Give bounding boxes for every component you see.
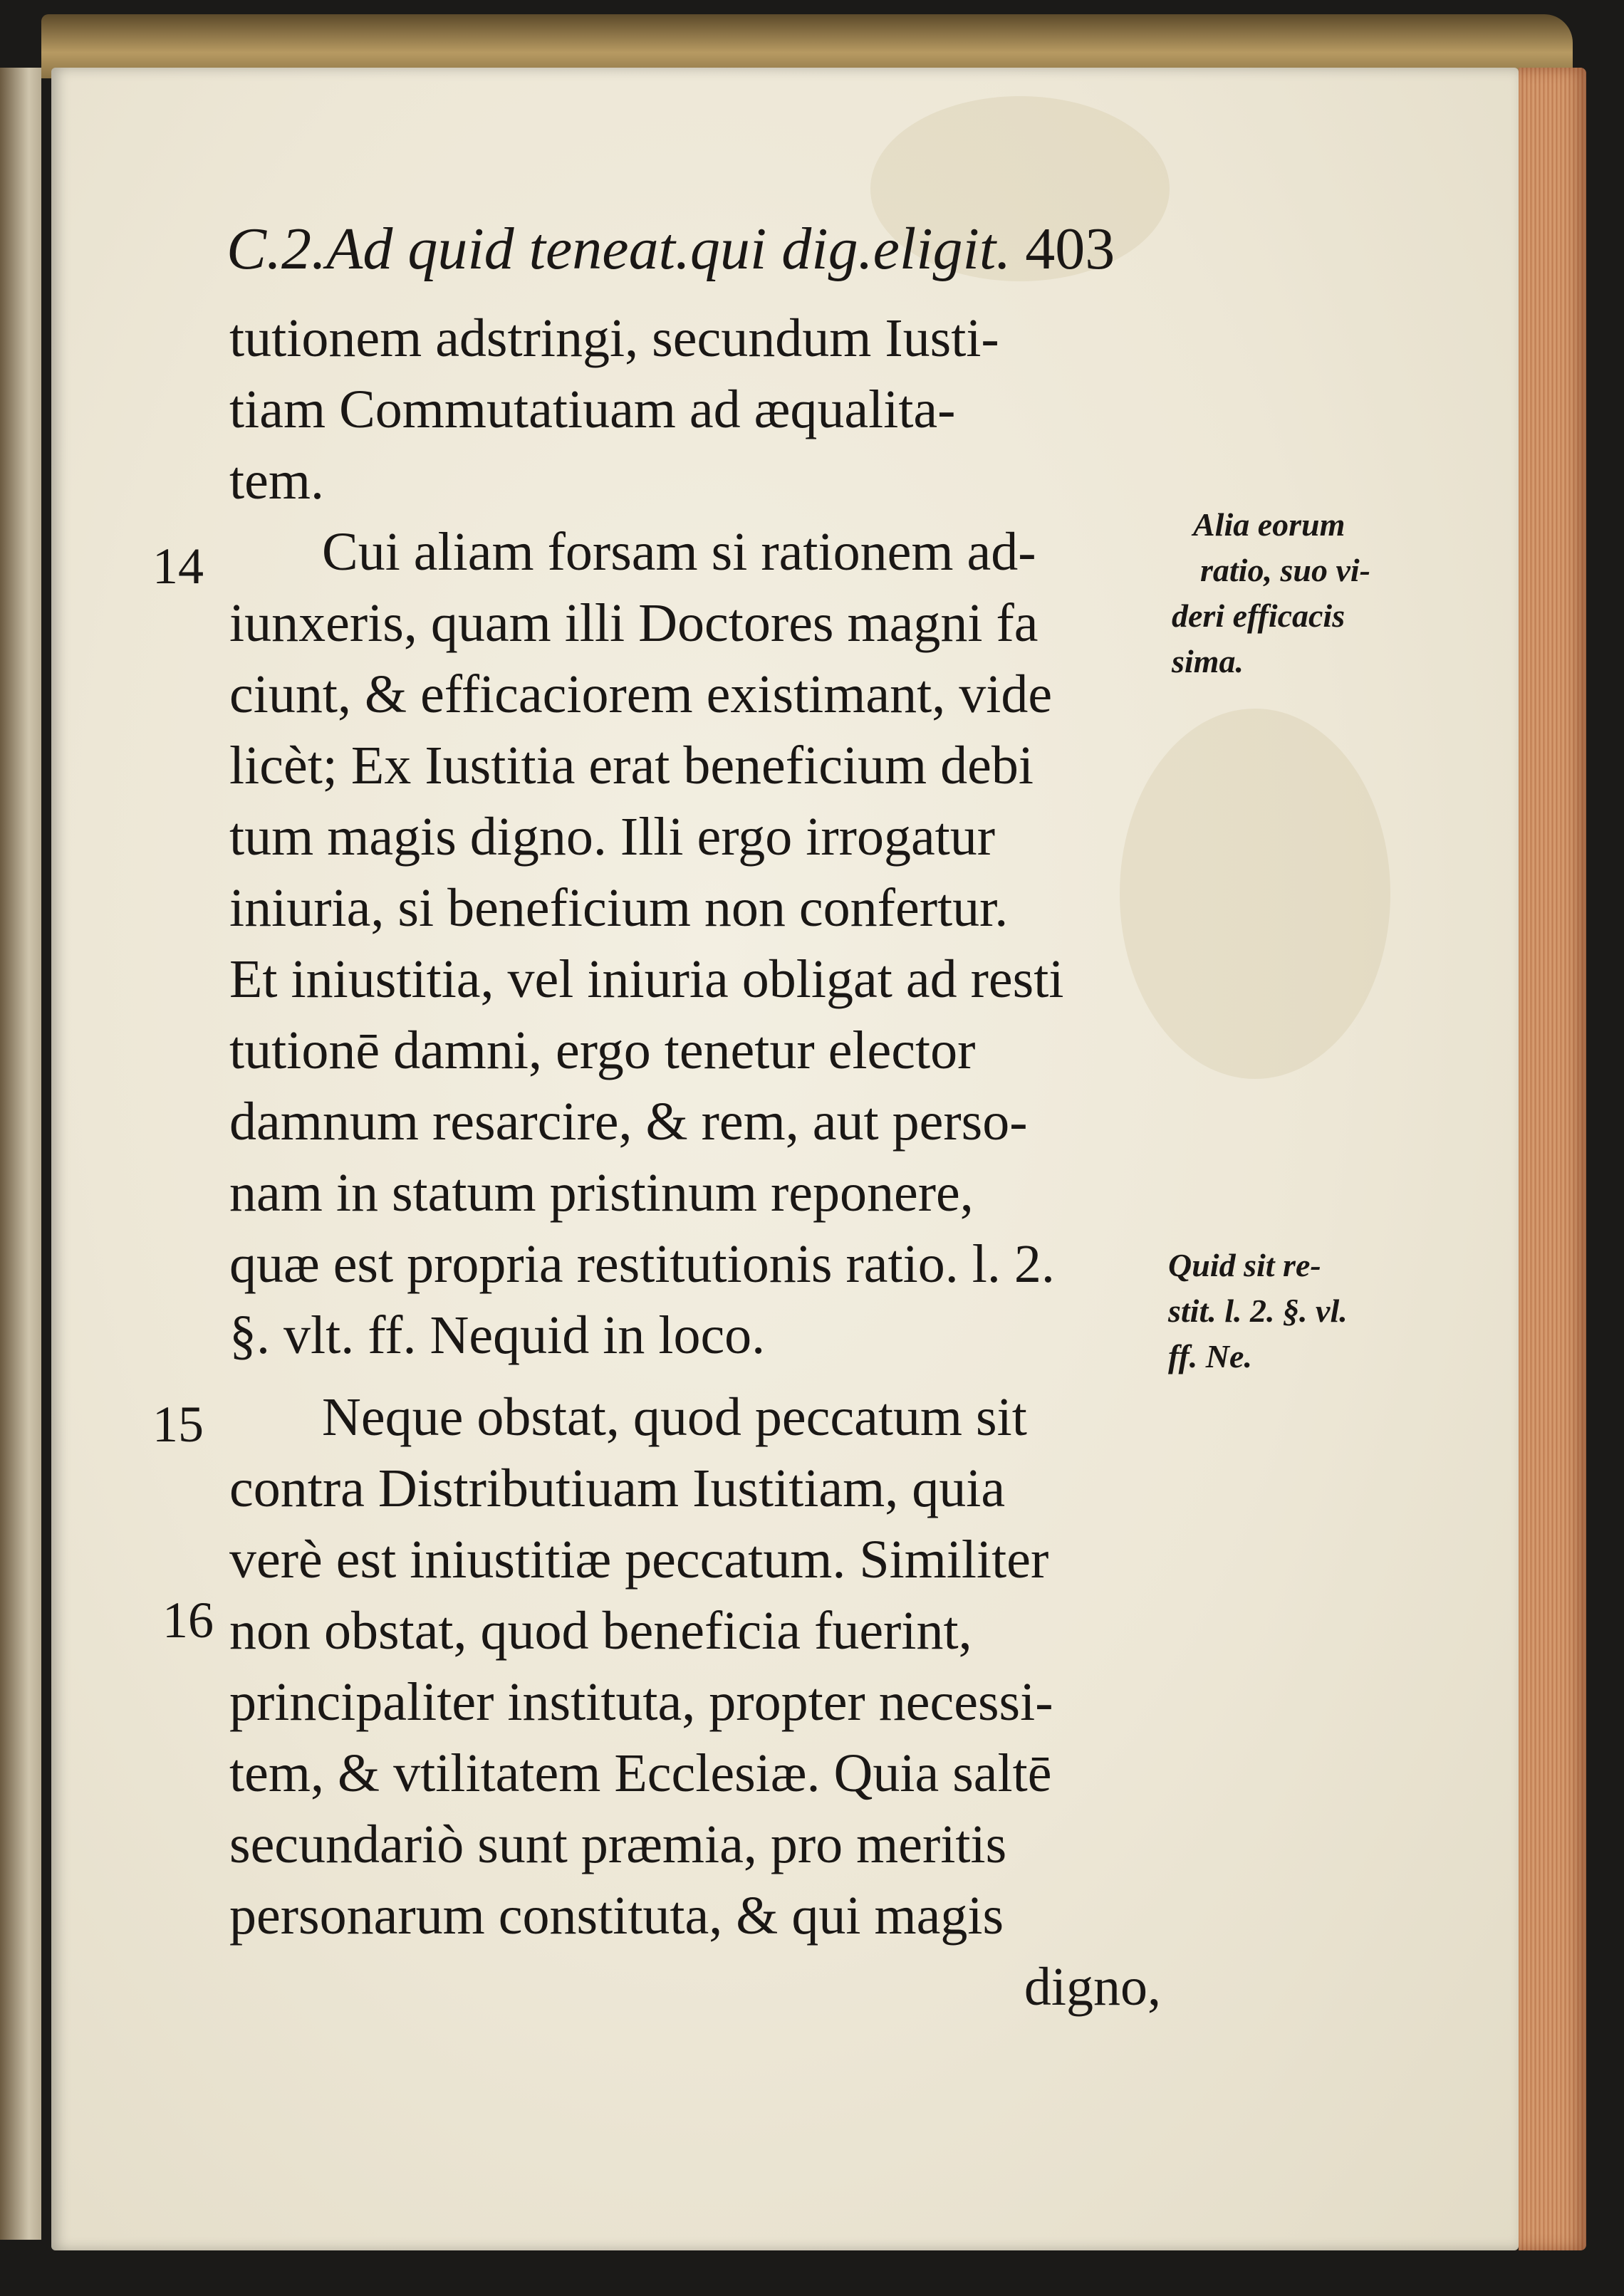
text-line: §. vlt. ff. Nequid in loco.: [229, 1305, 766, 1365]
text-line: iniuria, si beneficium non confertur.: [229, 878, 1009, 938]
running-title: C.2.Ad quid teneat.qui dig.eligit.: [227, 216, 1011, 282]
text-line: nam in statum pristinum reponere,: [229, 1163, 974, 1223]
text-line: Cui aliam forsam si rationem ad-: [322, 522, 1036, 582]
text-line: tiam Commutatiuam ad æqualita-: [229, 380, 956, 439]
text-line: tum magis digno. Illi ergo irrogatur: [229, 807, 996, 867]
text-line: principaliter instituta, propter necessi-: [229, 1672, 1053, 1732]
text-line: Et iniustitia, vel iniuria obligat ad resti: [229, 949, 1064, 1009]
text-line: verè est iniustitiæ peccatum. Similiter: [229, 1530, 1049, 1590]
paper-stain: [1120, 709, 1390, 1079]
text-line: Neque obstat, quod peccatum sit: [322, 1387, 1027, 1447]
text-line: tutionē damni, ergo tenetur elector: [229, 1021, 976, 1080]
paragraph-number: 14: [152, 538, 204, 595]
text-line: personarum constituta, & qui magis: [229, 1886, 1004, 1946]
text-line: tem, & vtilitatem Ecclesiæ. Quia saltē: [229, 1743, 1052, 1803]
text-line: non obstat, quod beneficia fuerint,: [229, 1601, 972, 1661]
margin-note-line: Alia eorum: [1193, 506, 1345, 543]
margin-note-line: stit. l. 2. §. vl.: [1168, 1293, 1348, 1329]
margin-note-line: Quid sit re-: [1168, 1247, 1321, 1283]
text-line: tutionem adstringi, secundum Iusti-: [229, 308, 999, 368]
margin-note-line: ratio, suo vi-: [1200, 552, 1370, 588]
text-line: iunxeris, quam illi Doctores magni fa: [229, 593, 1039, 653]
margin-note: [1172, 502, 1370, 684]
facing-page-edge: [0, 68, 41, 2240]
text-line: damnum resarcire, & rem, aut perso-: [229, 1092, 1028, 1152]
paragraph-number: 16: [162, 1592, 214, 1649]
catchword: digno,: [1024, 1957, 1161, 2017]
text-line: secundariò sunt præmia, pro meritis: [229, 1815, 1007, 1874]
text-line: contra Distributiuam Iustitiam, quia: [229, 1459, 1006, 1518]
margin-note-line: deri efficacis: [1172, 598, 1345, 634]
running-header: [227, 214, 1152, 285]
paragraph-number: 15: [152, 1396, 204, 1453]
margin-note-line: sima.: [1172, 643, 1244, 679]
page-block-edge: [1519, 68, 1586, 2250]
margin-note: [1168, 1243, 1348, 1379]
page-number: 403: [1025, 216, 1115, 282]
text-line: ciunt, & efficaciorem existimant, vide: [229, 664, 1053, 724]
text-line: licèt; Ex Iustitia erat beneficium debi: [229, 736, 1034, 795]
margin-note-line: ff. Ne.: [1168, 1338, 1252, 1374]
text-line: tem.: [229, 451, 324, 511]
text-line: quæ est propria restitutionis ratio. l. 2.: [229, 1234, 1055, 1294]
